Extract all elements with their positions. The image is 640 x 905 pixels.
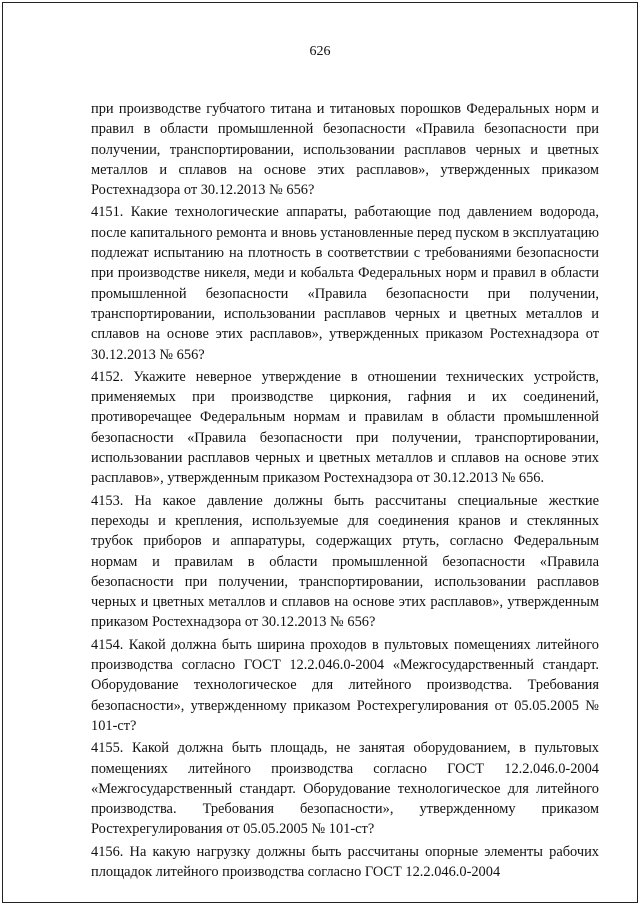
question-4154: 4154. Какой должна быть ширина проходов в пультовых помещениях литейного производства согласно ГОСТ 12.2.046.0-2004 «Межгосударственный стандарт. Оборудование технологическое для литейного производства. Требования безопасности», утвержденному приказом Ростехрегулирования от 05.05.2005 № 101-ст? — [91, 636, 599, 734]
page-number: 626 — [309, 44, 331, 59]
question-4155: 4155. Какой должна быть площадь, не занятая оборудованием, в пультовых помещениях литейного производства согласно ГОСТ 12.2.046.0-2004 «Межгосударственный стандарт. Оборудование технологическое для литейного производства. Требования безопасности», утвержденному приказом Ростехрегулирования от 05.05.2005 № 101-ст? — [91, 740, 599, 838]
question-4153: 4153. На какое давление должны быть рассчитаны специальные жесткие переходы и крепления, используемые для соединения кранов и стеклянных трубок приборов и аппаратуры, содержащих ртуть, согласно Федеральным нормам и правилам в области промышленной безопасности «Правила безопасности при получении, транспортировании, использовании расплавов черных и цветных металлов и сплавов на основе этих расплавов», утвержденным приказом Ростехнадзора от 30.12.2013 № 656? — [91, 492, 599, 631]
question-4152: 4152. Укажите неверное утверждение в отношении технических устройств, применяемых при производстве циркония, гафния и их соединений, противоречащее Федеральным нормам и правилам в области промышленной безопасности «Правила безопасности при получении, транспортировании, использовании расплавов черных и цветных металлов и сплавов на основе этих расплавов», утвержденным приказом Ростехнадзора от 30.12.2013 № 656. — [91, 368, 599, 487]
paragraph-continuation: при производстве губчатого титана и титановых порошков Федеральных норм и правил в области промышленной безопасности «Правила безопасности при получении, транспортировании, использовании расплавов черных и цветных металлов и сплавов на основе этих расплавов», утвержденных приказом Ростехнадзора от 30.12.2013 № 656? — [91, 101, 599, 199]
question-4151: 4151. Какие технологические аппараты, работающие под давлением водорода, после капитального ремонта и вновь установленные перед пуском в эксплуатацию подлежат испытанию на плотность в соответствии с требованиями безопасности при производстве никеля, меди и кобальта Федеральных норм и правил в области промышленной безопасности «Правила безопасности при получении, транспортировании, использовании расплавов черных и цветных металлов и сплавов на основе этих расплавов», утвержденных приказом Ростехнадзора от 30.12.2013 № 656? — [91, 204, 599, 363]
document-body — [91, 99, 599, 884]
question-4156: 4156. На какую нагрузку должны быть рассчитаны опорные элементы рабочих площадок литейного производства согласно ГОСТ 12.2.046.0-2004 — [91, 843, 599, 880]
